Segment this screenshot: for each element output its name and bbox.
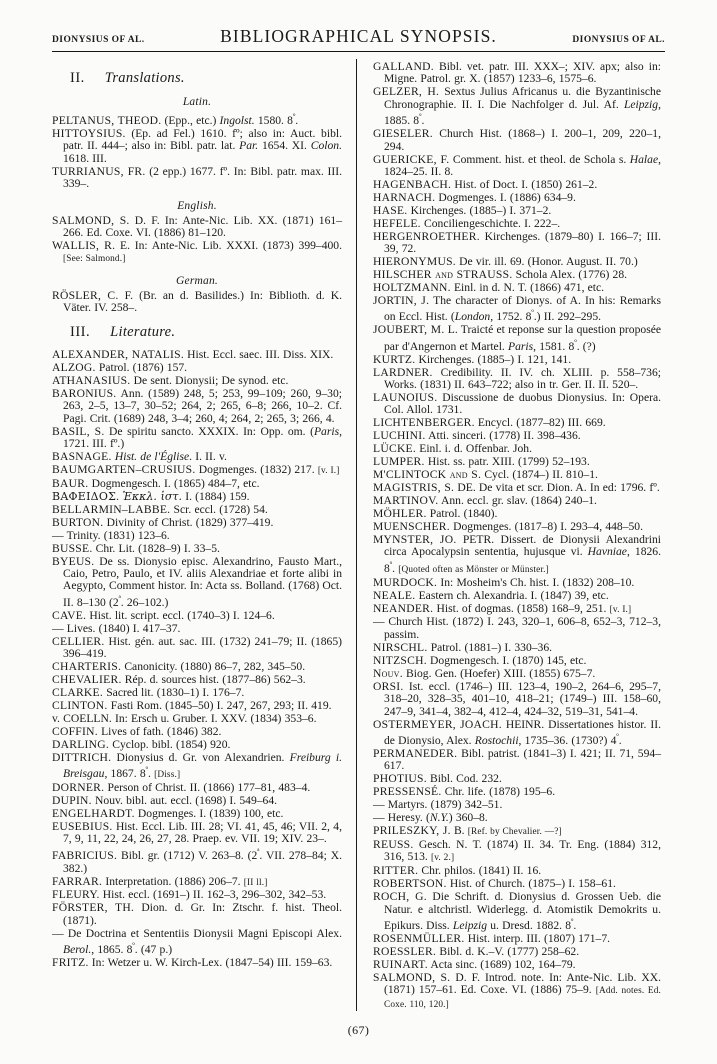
right-column <box>357 61 661 1021</box>
bibliography-entry: ROSENMÜLLER. Hist. interp. III. (1807) 171–7. <box>373 932 611 946</box>
bibliography-entry: — Heresy. (N.Y.) 360–8. <box>373 811 488 825</box>
bibliography-entry: ENGELHARDT. Dogmenges. I. (1839) 100, etc. <box>52 806 284 820</box>
bibliography-entry: DUPIN. Nouv. bibl. aut. eccl. (1698) I. 549–64. <box>52 793 278 807</box>
section-title: Literature. <box>110 323 176 340</box>
bibliography-entry: BARONIUS. Ann. (1589) 248, 5; 253, 99–109; 260, 9–30; 263, 2–5, 13–7, 30–52; 264, 2; 265, 6–8; 266, 10–2. Cf. Pagi. Crit. (1689) 248, 3–4; 260, 4; 264, 2; 265, 3; 266, 4. <box>52 386 342 425</box>
running-head-left: DIONYSIUS OF AL. <box>52 35 145 45</box>
bibliography-entry: MAGISTRIS, S. DE. De vita et scr. Dion. A. In ed: 1796. fº. <box>373 481 660 495</box>
bibliography-entry: — Martyrs. (1879) 342–51. <box>373 798 503 812</box>
literature-entry-list <box>52 349 342 970</box>
bibliography-entry: DORNER. Person of Christ. II. (1866) 177–81, 483–4. <box>52 780 311 794</box>
bibliography-entry: MURDOCK. In: Mosheim's Ch. hist. I. (1832) 208–10. <box>373 575 635 589</box>
bibliography-entry: MÖHLER. Patrol. (1840). <box>373 506 498 520</box>
bibliography-entry: BURTON. Divinity of Christ. (1829) 377–419. <box>52 515 274 529</box>
bibliography-entry: LÜCKE. Einl. i. d. Offenbar. Joh. <box>373 442 532 456</box>
bibliography-entry: FLEURY. Hist. eccl. (1691–) II. 162–3, 296–302, 342–53. <box>52 888 327 902</box>
bibliography-entry: PELTANUS, THEOD. (Epp., etc.) Ingolst. 1580. $8^º$. <box>52 112 299 127</box>
bibliography-entry: NITZSCH. Dogmengesch. I. (1870) 145, etc. <box>373 653 587 667</box>
bibliography-entry: JOUBERT, M. L. Traicté et reponse sur la question proposée par d'Angernon et Martel. Paris, 1581. $8^º$. (?) <box>373 323 661 353</box>
bibliography-entry: HOLTZMANN. Einl. in d. N. T. (1866) 471, etc. <box>373 281 605 295</box>
bibliography-entry: FARRAR. Interpretation. (1886) 206–7. [II ll.] <box>52 874 268 888</box>
section-number: II. <box>70 70 85 86</box>
bibliography-entry: LUMPER. Hist. ss. patr. XIII. (1799) 52–193. <box>373 455 590 469</box>
bibliography-entry: BUSSE. Chr. Lit. (1828–9) I. 33–5. <box>52 541 220 555</box>
columns <box>30 61 687 1021</box>
bibliography-entry: LUCHINI. Atti. sinceri. (1778) II. 398–436. <box>373 429 581 443</box>
bibliography-entry: — Trinity. (1831) 123–6. <box>52 528 170 542</box>
bibliography-entry: BAUMGARTEN–CRUSIUS. Dogmenges. (1832) 217. [v. I.] <box>52 462 340 476</box>
subheading-german: German. <box>176 274 218 287</box>
bibliography-entry: RITTER. Chr. philos. (1841) II. 16. <box>373 864 542 878</box>
bibliography-entry: DITTRICH. Dionysius d. Gr. von Alexandrien. Freiburg i. Breisgau, 1867. $8^º$. [Diss.] <box>52 750 343 781</box>
bibliography-entry: TURRIANUS, FR. (2 epp.) 1677. fº. In: Bibl. patr. max. III. 339–. <box>52 164 342 191</box>
bibliography-entry: Nouv. Biog. Gen. (Hoefer) XIII. (1855) 675–7. <box>373 666 596 680</box>
bibliography-entry: BELLARMIN–LABBE. Scr. eccl. (1728) 54. <box>52 502 268 516</box>
latin-entry-list <box>52 111 342 191</box>
running-head <box>30 26 687 44</box>
bibliography-entry: NEALE. Eastern ch. Alexandria. I. (1847) 39, etc. <box>373 588 609 602</box>
bibliography-entry: HEFELE. Conciliengeschichte. I. 222–. <box>373 216 561 230</box>
bibliography-entry: FÖRSTER, TH. Dion. d. Gr. In: Ztschr. f. hist. Theol. (1871). <box>52 901 342 927</box>
bibliography-entry: HASE. Kirchenges. (1885–) I. 371–2. <box>373 203 552 217</box>
bibliography-entry: CELLIER. Hist. gén. aut. sac. III. (1732) 241–79; II. (1865) 396–419. <box>52 634 342 661</box>
bibliography-entry: ΒΑΦΕΙΔΟΣ. Ἐκκλ. ἱστ. I. (1884) 159. <box>52 489 250 503</box>
bibliography-entry: REUSS. Gesch. N. T. (1874) II. 34. Tr. Eng. (1884) 312, 316, 513. [v. 2.] <box>373 838 661 864</box>
bibliography-entry: FABRICIUS. Bibl. gr. (1712) V. 263–8. ($2^ª$. VII. 278–84; X. 382.) <box>52 847 342 875</box>
bibliography-entry: EUSEBIUS. Hist. Eccl. Lib. III. 28; VI. 41, 45, 46; VII. 2, 4, 7, 9, 11, 22, 24, 26, 27, 28. Praep. ev. VII. 19; XIV. 23–. <box>52 819 342 846</box>
bibliography-entry: BYEUS. De ss. Dionysio episc. Alexandrino, Fausto Mart., Caio, Petro, Paulo, et IV. aliis Alexandriae et forte alibi in Aegypto, Comment histor. In: Acta ss. Bolland. (1768) Oct. II. 8–130 ($2^ª$. 26–102.) <box>52 554 343 609</box>
bibliography-entry: ROESSLER. Bibl. d. K.–V. (1777) 258–62. <box>373 945 580 959</box>
bibliography-entry: CLARKE. Sacred lit. (1830–1) I. 176–7. <box>52 685 245 699</box>
bibliography-entry: RUINART. Acta sinc. (1689) 102, 164–79. <box>373 957 576 971</box>
bibliography-entry: ROBERTSON. Hist. of Church. (1875–) I. 158–61. <box>373 877 616 891</box>
bibliography-entry: ORSI. Ist. eccl. (1746–) III. 123–4, 190–2, 264–6, 295–7, 318–20, 328–35, 401–10, 418–21; (1749–) III. 158–60, 247–9, 341–4, 382–4, 412–4, 424–32, 519–31, 541–4. <box>373 679 661 718</box>
bibliography-entry: JORTIN, J. The character of Dionys. of A. In his: Remarks on Eccl. Hist. (London, 1752. $8^º$.) II. 292–295. <box>373 294 661 324</box>
bibliography-entry: LARDNER. Credibility. II. IV. ch. XLIII. p. 558–736; Works. (1831) II. 643–722; also in tr. Ger. II. II. 520–. <box>373 365 661 391</box>
bibliography-entry: LAUNOIUS. Discussione de duobus Dionysius. In: Opera. Col. Allol. 1731. <box>373 390 661 417</box>
bibliography-entry: GALLAND. Bibl. vet. patr. III. XXX–; XIV. apx; also in: Migne. Patrol. gr. X. (1857) 1233–6, 1575–6. <box>373 60 661 86</box>
bibliography-entry: RÖSLER, C. F. (Br. an d. Basilides.) In: Biblioth. d. K. Väter. IV. 258–. <box>52 288 342 315</box>
bibliography-entry: GUERICKE, F. Comment. hist. et theol. de Schola s. Halae, 1824–25. II. 8. <box>373 152 661 178</box>
section-title: Translations. <box>104 70 185 86</box>
bibliography-entry: OSTERMEYER, JOACH. HEINR. Dissertationes histor. II. de Dionysio, Alex. Rostochii, 1735–36. (1730?) $4^º$. <box>373 717 661 747</box>
bibliography-entry: NIRSCHL. Patrol. (1881–) I. 330–36. <box>373 640 553 654</box>
bibliography-entry: ALZOG. Patrol. (1876) 157. <box>52 360 188 374</box>
bibliography-entry: MYNSTER, JO. PETR. Dissert. de Dionysii Alexandrini circa Apocalypsin sententia, hujusque vi. Havniae, 1826. $8^º$. [Quoted often as Mönster or Münster.] <box>373 532 661 575</box>
bibliography-entry: — Lives. (1840) I. 417–37. <box>52 621 181 635</box>
german-entry-list <box>52 290 342 315</box>
bibliography-entry: MARTINOV. Ann. eccl. gr. slav. (1864) 240–1. <box>373 494 597 508</box>
bibliography-entry: BAUR. Dogmengesch. I. (1865) 484–7, etc. <box>52 476 260 490</box>
section-heading-translations <box>52 70 342 87</box>
bibliography-entry: SALMOND, S. D. F. In: Ante-Nic. Lib. XX. (1871) 161–266. Ed. Coxe. VI. (1886) 81–120. <box>52 213 342 240</box>
bibliography-entry: SALMOND, S. D. F. Introd. note. In: Ante-Nic. Lib. XX. (1871) 157–61. Ed. Coxe. VI. (1886) 75–9. [Add. notes. Ed. Coxe. 110, 120.] <box>373 970 661 1010</box>
bibliography-entry: PRILESZKY, J. B. [Ref. by Chevalier. —?] <box>373 824 562 838</box>
bibliography-entry: NEANDER. Hist. of dogmas. (1858) 168–9, 251. [v. I.] <box>373 601 632 615</box>
bibliography-entry: ROCH, G. Die Schrift. d. Dionysius d. Grossen Ueb. die Natur. e altchristl. Widerlegg. d. Atomistik Demokrits u. Epikurs. Diss. Leipzig u. Dresd. 1882. $8^º$. <box>373 890 661 933</box>
right-entry-list <box>373 61 661 1011</box>
bibliography-entry: ALEXANDER, NATALIS. Hist. Eccl. saec. III. Diss. XIX. <box>52 347 334 361</box>
bibliography-entry: CHARTERIS. Canonicity. (1880) 86–7, 282, 345–50. <box>52 660 306 674</box>
bibliography-entry: MUENSCHER. Dogmenges. (1817–8) I. 293–4, 448–50. <box>373 519 644 533</box>
bibliography-entry: CLINTON. Fasti Rom. (1845–50) I. 247, 267, 293; II. 419. <box>52 698 332 712</box>
bibliography-entry: BASIL, S. De spiritu sancto. XXXIX. In: Opp. om. (Paris, 1721. III. fº.) <box>52 424 342 450</box>
folio-number: (67) <box>347 1023 370 1037</box>
english-entry-list <box>52 215 342 266</box>
bibliography-entry: WALLIS, R. E. In: Ante-Nic. Lib. XXXI. (1873) 399–400. [See: Salmond.] <box>52 238 343 265</box>
bibliography-entry: LICHTENBERGER. Encycl. (1877–82) III. 669. <box>373 416 606 430</box>
bibliography-entry: GIESELER. Church Hist. (1868–) I. 200–1, 209, 220–1, 294. <box>373 127 661 153</box>
left-column <box>52 61 356 1021</box>
running-head-right: DIONYSIUS OF AL. <box>572 35 665 45</box>
bibliography-entry: BASNAGE. Hist. de l'Église. I. II. v. <box>52 449 227 463</box>
bibliography-entry: HAGENBACH. Hist. of Doct. I. (1850) 261–2. <box>373 177 598 191</box>
bibliography-entry: KURTZ. Kirchenges. (1885–) I. 121, 141. <box>373 352 572 366</box>
section-number: III. <box>70 323 91 340</box>
bibliography-entry: DARLING. Cyclop. bibl. (1854) 920. <box>52 737 231 751</box>
subheading-english: English. <box>177 199 217 212</box>
bibliography-entry: HILSCHER and STRAUSS. Schola Alex. (1776) 28. <box>373 268 628 282</box>
bibliography-entry: HARNACH. Dogmenges. I. (1886) 634–9. <box>373 190 576 204</box>
bibliography-entry: COFFIN. Lives of fath. (1846) 382. <box>52 724 222 738</box>
bibliography-entry: PERMANEDER. Bibl. patrist. (1841–3) I. 421; II. 71, 594–617. <box>373 746 661 773</box>
header-rule <box>52 51 665 52</box>
bibliography-entry: HIERONYMUS. De vir. ill. 69. (Honor. August. II. 70.) <box>373 255 638 269</box>
bibliography-entry: CHEVALIER. Rép. d. sources hist. (1877–86) 562–3. <box>52 672 306 686</box>
page-title: BIBLIOGRAPHICAL SYNOPSIS. <box>220 26 497 46</box>
bibliography-entry: PRESSENSÉ. Chr. life. (1878) 195–6. <box>373 785 556 799</box>
bibliography-entry: PHOTIUS. Bibl. Cod. 232. <box>373 772 502 786</box>
bibliography-entry: ATHANASIUS. De sent. Dionysii; De synod. etc. <box>52 373 289 387</box>
bibliography-entry: GELZER, H. Sextus Julius Africanus u. die Byzantinische Chronographie. II. I. Die Nachfolger d. Jul. Af. Leipzig, 1885. $8^º$. <box>373 85 661 128</box>
bibliography-entry: — De Doctrina et Sententiis Dionysii Magni Episcopi Alex. Berol., 1865. $8^º$. (47 p.) <box>52 926 342 957</box>
bibliography-entry: HERGENROETHER. Kirchenges. (1879–80) I. 166–7; III. 39, 72. <box>373 229 661 256</box>
bibliography-entry: M'CLINTOCK and S. Cycl. (1874–) II. 810–1. <box>373 468 598 482</box>
section-heading-literature <box>52 324 342 341</box>
bibliography-entry: HITTOYSIUS. (Ep. ad Fel.) 1610. fº; also in: Auct. bibl. patr. II. 444–; also in: Bibl. patr. lat. Par. 1654. XI. Colon. 1618. III. <box>52 126 342 165</box>
subheading-latin: Latin. <box>182 96 212 108</box>
bibliography-entry: CAVE. Hist. lit. script. eccl. (1740–3) I. 124–6. <box>52 608 275 622</box>
bibliography-entry: FRITZ. In: Wetzer u. W. Kirch-Lex. (1847–54) III. 159–63. <box>52 956 333 970</box>
bibliography-entry: v. COELLN. In: Ersch u. Gruber. I. XXV. (1834) 353–6. <box>52 711 317 725</box>
bibliography-entry: — Church Hist. (1872) I. 243, 320–1, 606–8, 652–3, 712–3, passim. <box>373 615 661 641</box>
